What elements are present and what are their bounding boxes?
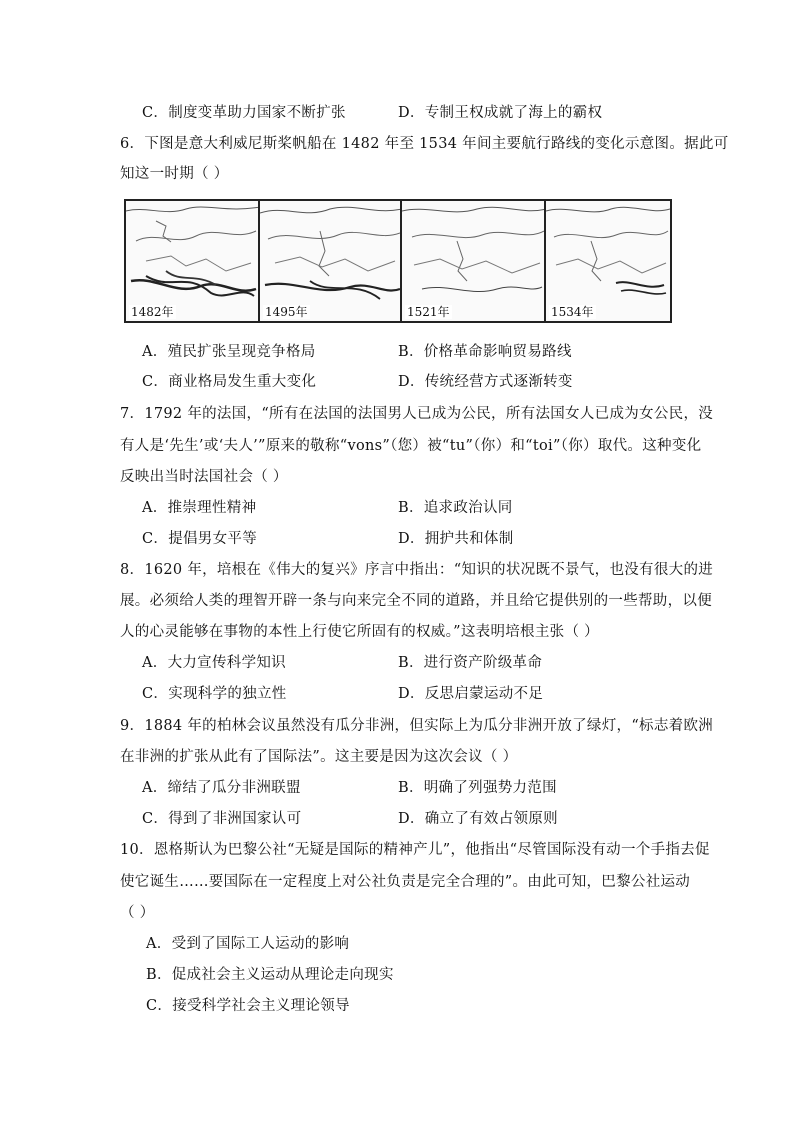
q9-option-a: A．缔结了瓜分非洲联盟 [142, 780, 301, 796]
q8-option-d: D．反思启蒙运动不足 [398, 686, 544, 702]
year-label-1495: 1495年 [265, 305, 308, 319]
q9-stem-line1: 9．1884 年的柏林会议虽然没有瓜分非洲，但实际上为瓜分非洲开放了绿灯，“标志着欧洲 [120, 718, 714, 734]
q7-option-a: A．推崇理性精神 [142, 500, 257, 516]
q5-option-d: D．专制王权成就了海上的霸权 [398, 105, 603, 121]
q6-option-c: C．商业格局发生重大变化 [142, 374, 317, 390]
q8-option-a: A．大力宣传科学知识 [142, 655, 286, 671]
route-maps-figure [124, 199, 672, 323]
map-1521-image [402, 201, 546, 321]
q9-option-b: B．明确了列强势力范围 [398, 780, 557, 796]
q10-stem-line2: 使它诞生……要国际在一定程度上对公社负责是完全合理的”。由此可知，巴黎公社运动 [120, 874, 691, 890]
q9-option-d: D．确立了有效占领原则 [398, 811, 558, 827]
q7-option-b: B．追求政治认同 [398, 500, 513, 516]
year-label-1482: 1482年 [131, 305, 174, 319]
q7-stem-line2: 有人是‘先生’或‘夫人’”原来的敬称“vons”（您）被“tu”（你）和“toi”（你）取代。这种变化 [120, 438, 702, 454]
q6-option-d: D．传统经营方式逐渐转变 [398, 374, 573, 390]
q7-option-c: C．提倡男女平等 [142, 531, 257, 547]
q10-option-c: C．接受科学社会主义理论领导 [146, 998, 350, 1014]
map-panel-1482 [126, 201, 260, 321]
year-label-1534: 1534年 [551, 305, 594, 319]
q7-option-d: D．拥护共和体制 [398, 531, 514, 547]
q8-option-c: C．实现科学的独立性 [142, 686, 287, 702]
q6-stem-line2: 知这一时期（ ） [120, 166, 229, 182]
q9-stem-line2: 在非洲的扩张从此有了国际法”。这主要是因为这次会议（ ） [120, 749, 518, 765]
q7-stem-line1: 7．1792 年的法国，“所有在法国的法国男人已成为公民，所有法国女人已成为女公民，没 [120, 406, 714, 422]
map-1495-image [260, 201, 402, 321]
map-1482-image [126, 201, 260, 321]
map-panel-1521 [402, 201, 546, 321]
q8-stem-line2: 展。必须给人类的理智开辟一条与向来完全不同的道路，并且给它提供别的一些帮助，以便 [120, 593, 712, 609]
q6-stem-line1: 6．下图是意大利威尼斯桨帆船在 1482 年至 1534 年间主要航行路线的变化示意图。据此可 [120, 136, 729, 152]
q10-option-b: B．促成社会主义运动从理论走向现实 [146, 967, 394, 983]
map-panel-1534 [546, 201, 670, 321]
q10-stem-line1: 10．恩格斯认为巴黎公社“无疑是国际的精神产儿”，他指出“尽管国际没有动一个手指去促 [120, 842, 710, 858]
q9-option-c: C．得到了非洲国家认可 [142, 811, 302, 827]
q8-stem-line1: 8．1620 年，培根在《伟大的复兴》序言中指出：“知识的状况既不景气，也没有很大的进 [120, 562, 714, 578]
q10-stem-line3: （ ） [120, 905, 155, 921]
q6-option-a: A．殖民扩张呈现竞争格局 [142, 344, 316, 360]
q5-option-c: C．制度变革助力国家不断扩张 [142, 105, 346, 121]
q6-option-b: B．价格革命影响贸易路线 [398, 344, 572, 360]
q8-stem-line3: 人的心灵能够在事物的本性上行使它所固有的权威。”这表明培根主张（ ） [120, 624, 599, 640]
map-1534-image [546, 201, 670, 321]
map-panel-1495 [260, 201, 402, 321]
year-label-1521: 1521年 [407, 305, 450, 319]
q10-option-a: A．受到了国际工人运动的影响 [146, 936, 350, 952]
q7-stem-line3: 反映出当时法国社会（ ） [120, 469, 288, 485]
q8-option-b: B．进行资产阶级革命 [398, 655, 543, 671]
